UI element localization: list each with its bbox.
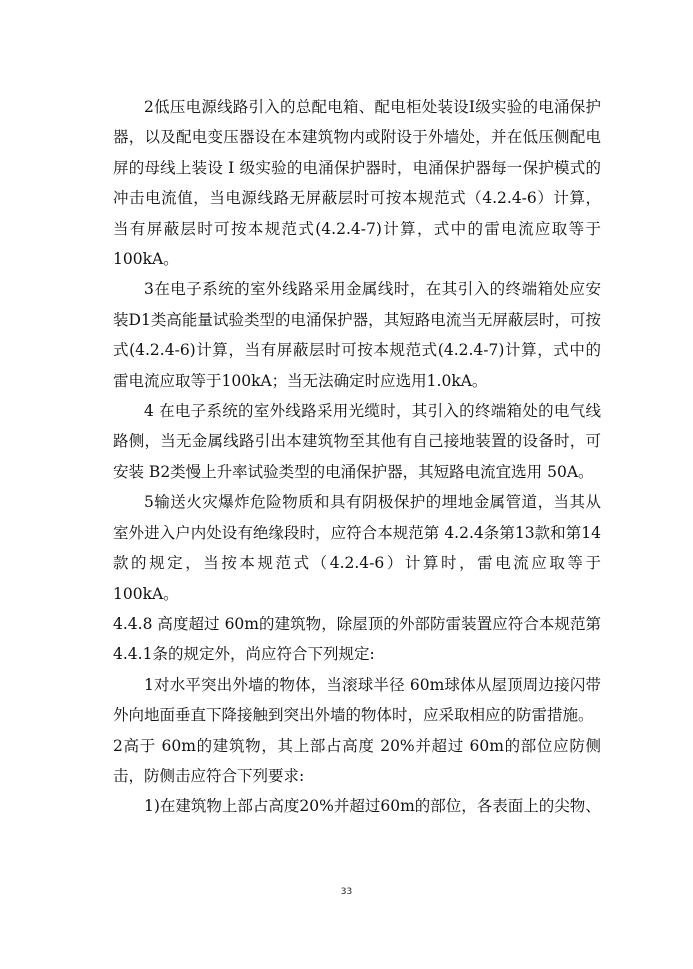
sub-item-1: 1)在建筑物上部占高度20%并超过60m的部位，各表面上的尖物、 [144, 797, 601, 816]
page-number: 33 [340, 887, 353, 897]
paragraph-item-5: 5输送火灾爆炸危险物质和具有阴极保护的埋地金属管道，当其从室外进入户内处设有绝缘段时，应符合本规范第 4.2.4条第13款和第14款的规定，当按本规范式（4.2.4-6）计算时，雷电流应取等于100kA。 [113, 493, 601, 603]
paragraph-item-2: 2低压电源线路引入的总配电箱、配电柜处装设Ⅰ级实验的电涌保护器，以及配电变压器设在本建筑物内或附设于外墙处，并在低压侧配电屏的母线上装设 Ⅰ 级实验的电涌保护器时，电涌保护器每一保护模式的冲击电流值，当电源线路无屏蔽层时可按本规范式（4.2.4-6）计算，当有屏蔽层时可按本规范式(4.2.4-7)计算，式中的雷电流应取等于100kA。 [113, 98, 601, 269]
clause-item-2: 2高于 60m的建筑物，其上部占高度 20%并超过 60m的部位应防侧击，防侧击应符合下列要求: [113, 736, 601, 785]
paragraph-item-3: 3在电子系统的室外线路采用金属线时，在其引入的终端箱处应安装D1类高能量试验类型的电涌保护器，其短路电流当无屏蔽层时，可按式(4.2.4-6)计算，当有屏蔽层时可按本规范式(4.2.4-7)计算，式中的雷电流应取等于100kA；当无法确定时应选用1.0kA。 [113, 280, 601, 390]
clause-item-1: 1对水平突出外墙的物体，当滚球半径 60m球体从屋顶周边接闪带外向地面垂直下降接触到突出外墙的物体时，应采取相应的防雷措施。 [113, 675, 601, 725]
paragraph-item-4: 4 在电子系统的室外线路采用光缆时，其引入的终端箱处的电气线路侧，当无金属线路引出本建筑物至其他有自己接地装置的设备时，可安装 B2类慢上升率试验类型的电涌保护器，其短路电流宜选用 50A。 [113, 402, 601, 481]
body-text [113, 92, 601, 822]
clause-4-4-8: 4.4.8 高度超过 60m的建筑物，除屋顶的外部防雷装置应符合本规范第4.4.1条的规定外，尚应符合下列规定: [113, 614, 601, 664]
